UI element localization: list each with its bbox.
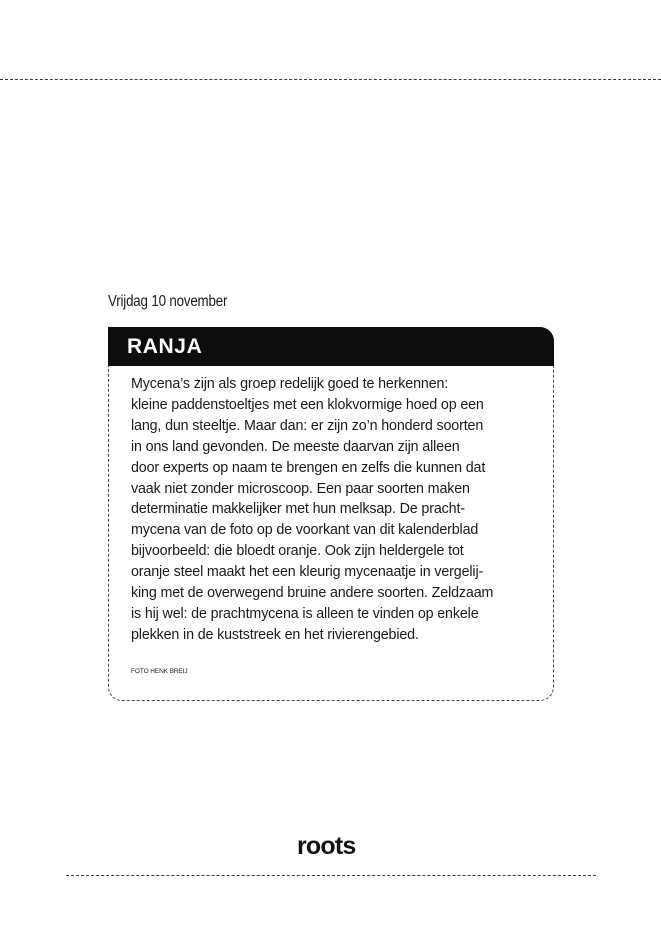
article-line: vaak niet zonder microscoop. Een paar soorten maken [131,480,470,497]
card-title: RANJA [127,335,203,358]
article-line: kleine paddenstoeltjes met een klokvormige hoed op een [131,396,484,413]
article-line: Mycena’s zijn als groep redelijk goed te herkennen: [131,376,449,392]
article-text [131,374,537,646]
page-date: Vrijdag 10 november [108,293,228,310]
article-line: oranje steel maakt het een kleurig mycenaatje in vergelij- [131,564,484,581]
cut-line-bottom [66,875,596,876]
card-body [108,366,554,701]
article-line: is hij wel: de prachtmycena is alleen te vinden op enkele [131,605,479,622]
roots-logo: roots [297,832,356,860]
article-line: mycena van de foto op de voorkant van dit kalenderblad [131,522,479,539]
article-line: door experts op naam te brengen en zelfs die kunnen dat [131,459,486,476]
article-line: king met de overwegend bruine andere soorten. Zeldzaam [131,585,494,602]
cut-line-top [0,79,661,80]
article-line: plekken in de kuststreek en het rivierengebied. [131,626,419,643]
card-header [108,327,554,366]
article-card [108,327,554,702]
article-line: in ons land gevonden. De meeste daarvan zijn alleen [131,438,460,455]
article-line: determinatie makkelijker met hun melksap. De pracht- [131,501,465,518]
article-line: lang, dun steeltje. Maar dan: er zijn zo’n honderd soorten [131,417,484,434]
photo-credit: FOTO HENK BREIJ [131,668,188,675]
article-line: bijvoorbeeld: die bloedt oranje. Ook zijn heldergele tot [131,543,464,560]
